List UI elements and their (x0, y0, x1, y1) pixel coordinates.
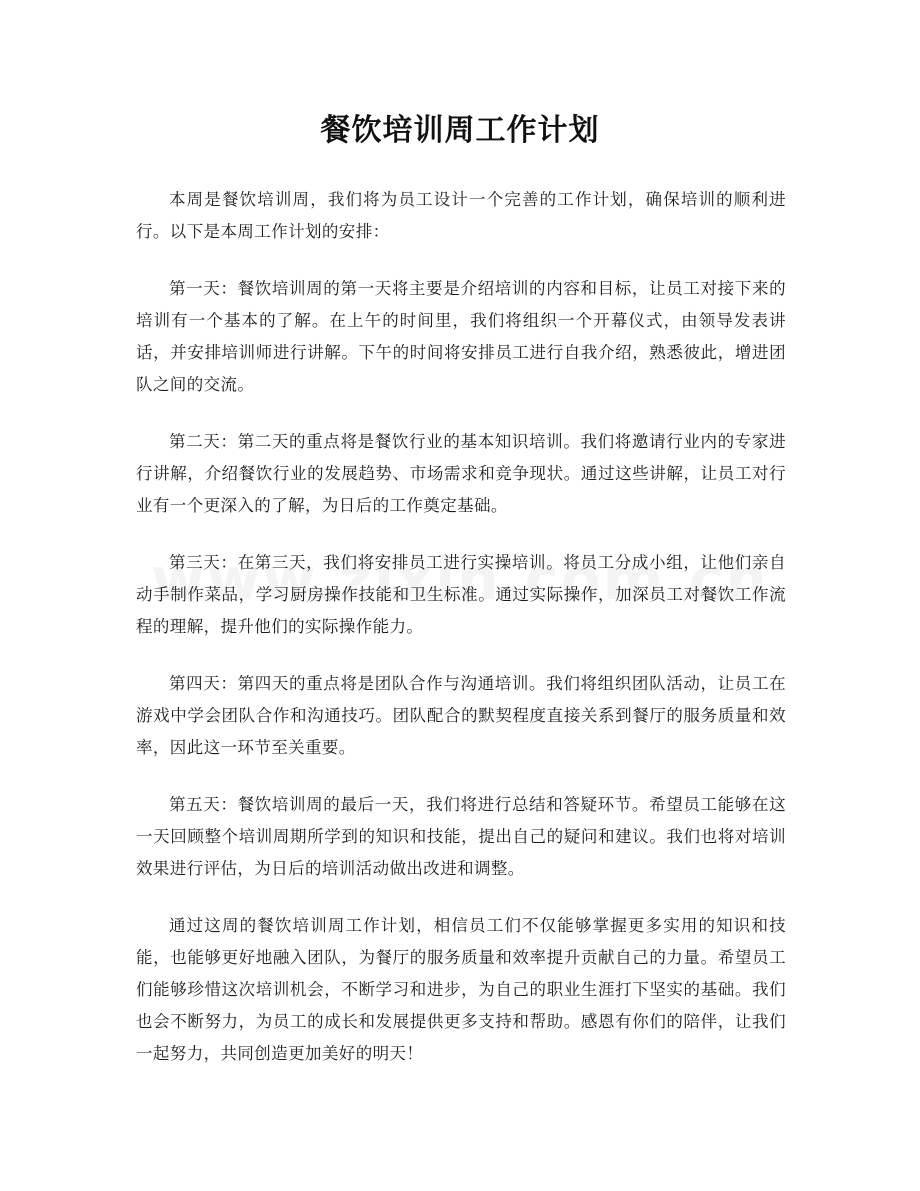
paragraph-day-3: 第三天：在第三天，我们将安排员工进行实操培训。将员工分成小组，让他们亲自动手制作菜品，学习厨房操作技能和卫生标准。通过实际操作，加深员工对餐饮工作流程的理解，提升他们的实际操作能力。 (136, 553, 786, 636)
paragraph-conclusion: 通过这周的餐饮培训周工作计划，相信员工们不仅能够掌握更多实用的知识和技能，也能够更好地融入团队，为餐厅的服务质量和效率提升贡献自己的力量。希望员工们能够珍惜这次培训机会，不断学习和进步，为自己的职业生涯打下坚实的基础。我们也会不断努力，为员工的成长和发展提供更多支持和帮助。感恩有你们的陪伴，让我们一起努力，共同创造更加美好的明天！ (136, 916, 786, 1063)
paragraph-day-1: 第一天：餐饮培训周的第一天将主要是介绍培训的内容和目标，让员工对接下来的培训有一个基本的了解。在上午的时间里，我们将组织一个开幕仪式，由领导发表讲话，并安排培训师进行讲解。下午的时间将安排员工进行自我介绍，熟悉彼此，增进团队之间的交流。 (136, 279, 786, 394)
paragraph-day-4: 第四天：第四天的重点将是团队合作与沟通培训。我们将组织团队活动，让员工在游戏中学会团队合作和沟通技巧。团队配合的默契程度直接关系到餐厅的服务质量和效率，因此这一环节至关重要。 (136, 674, 786, 757)
document-body (136, 184, 786, 1095)
document-title: 餐饮培训周工作计划 (320, 113, 600, 148)
paragraph-day-5: 第五天：餐饮培训周的最后一天，我们将进行总结和答疑环节。希望员工能够在这一天回顾整个培训周期所学到的知识和技能，提出自己的疑问和建议。我们也将对培训效果进行评估，为日后的培训活动做出改进和调整。 (136, 795, 786, 878)
paragraph-intro: 本周是餐饮培训周，我们将为员工设计一个完善的工作计划，确保培训的顺利进行。以下是本周工作计划的安排： (136, 190, 786, 241)
paragraph-day-2: 第二天：第二天的重点将是餐饮行业的基本知识培训。我们将邀请行业内的专家进行讲解，介绍餐饮行业的发展趋势、市场需求和竞争现状。通过这些讲解，让员工对行业有一个更深入的了解，为日后的工作奠定基础。 (136, 432, 786, 515)
